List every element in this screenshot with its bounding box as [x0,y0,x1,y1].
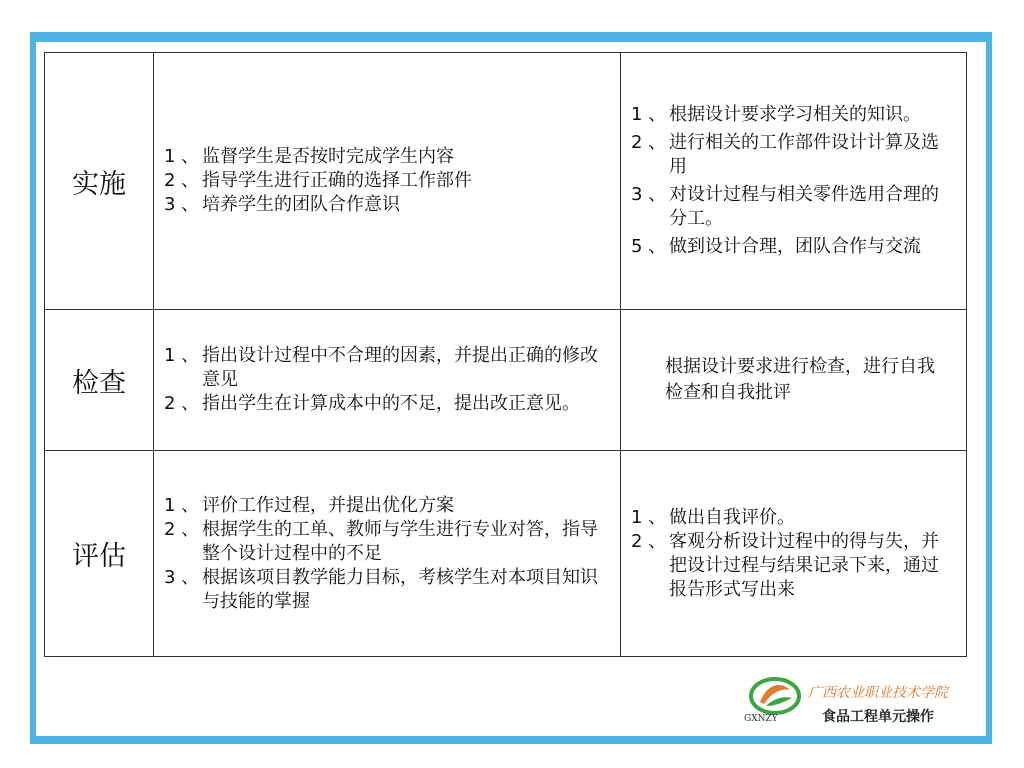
item-number: 1 、 [164,345,200,366]
teacher-cell [154,53,621,310]
table-row-evaluate [45,451,967,657]
list-item [164,193,610,217]
list-item [631,103,948,127]
item-text: 根据设计要求学习相关的知识。 [669,104,921,125]
item-number: 1 、 [164,146,200,167]
list-item [631,506,948,530]
item-text: 评价工作过程，并提出优化方案 [202,494,454,516]
item-number: 1 、 [631,104,667,125]
item-text: 指出学生在计算成本中的不足，提出改正意见。 [202,393,580,414]
list-item [164,518,610,566]
item-number: 5 、 [631,236,667,257]
item-text: 对设计过程与相关零件选用合理的分工。 [669,184,939,229]
teacher-list [154,145,620,217]
teacher-cell [154,451,621,657]
item-number: 2 、 [631,132,667,153]
college-logo [742,676,952,730]
list-item [631,530,948,602]
row-label: 实施 [45,53,154,310]
list-item [164,344,610,392]
teacher-list [154,494,620,614]
item-text: 做出自我评价。 [669,506,795,528]
item-number: 2 、 [164,393,200,414]
list-item [631,131,948,179]
item-text: 培养学生的团队合作意识 [202,194,400,215]
item-text: 指出设计过程中不合理的因素，并提出正确的修改意见 [202,345,598,390]
item-text: 根据学生的工单、教师与学生进行专业对答，指导整个设计过程中的不足 [202,518,598,564]
list-item [631,183,948,231]
process-table [44,52,967,657]
table-row-implement [45,53,967,310]
item-text: 指导学生进行正确的选择工作部件 [202,170,472,191]
student-cell [621,451,967,657]
item-number: 3 、 [631,184,667,205]
table-row-check [45,310,967,451]
logo-course-name: 食品工程单元操作 [822,709,934,725]
teacher-cell [154,310,621,451]
row-label: 评估 [45,451,154,657]
item-text: 客观分析设计过程中的得与失，并把设计过程与结果记录下来，通过报告形式写出来 [669,530,939,600]
item-number: 1 、 [164,494,200,516]
logo-college-name: 广西农业职业技术学院 [808,685,948,701]
item-text: 监督学生是否按时完成学生内容 [202,146,454,167]
logo-emblem-icon [748,676,802,716]
item-number: 2 、 [164,170,200,191]
list-item [164,392,610,416]
list-item [631,235,948,259]
list-item [164,494,610,518]
item-number: 3 、 [164,566,200,588]
list-item [164,169,610,193]
student-cell [621,53,967,310]
item-text: 做到设计合理，团队合作与交流 [669,236,921,257]
row-label: 检查 [45,310,154,451]
list-item [164,145,610,169]
logo-abbreviation: GXNZY [744,714,778,724]
student-list [621,103,966,259]
student-list [621,506,966,602]
teacher-list [154,344,620,416]
student-text: 根据设计要求进行检查，进行自我检查和自我批评 [665,356,935,403]
student-cell [621,310,967,451]
item-number: 2 、 [164,518,200,540]
item-text: 进行相关的工作部件设计计算及选用 [669,132,939,177]
item-number: 1 、 [631,506,667,528]
item-text: 根据该项目教学能力目标，考核学生对本项目知识与技能的掌握 [202,566,598,612]
item-number: 2 、 [631,530,667,552]
item-number: 3 、 [164,194,200,215]
list-item [164,566,610,614]
